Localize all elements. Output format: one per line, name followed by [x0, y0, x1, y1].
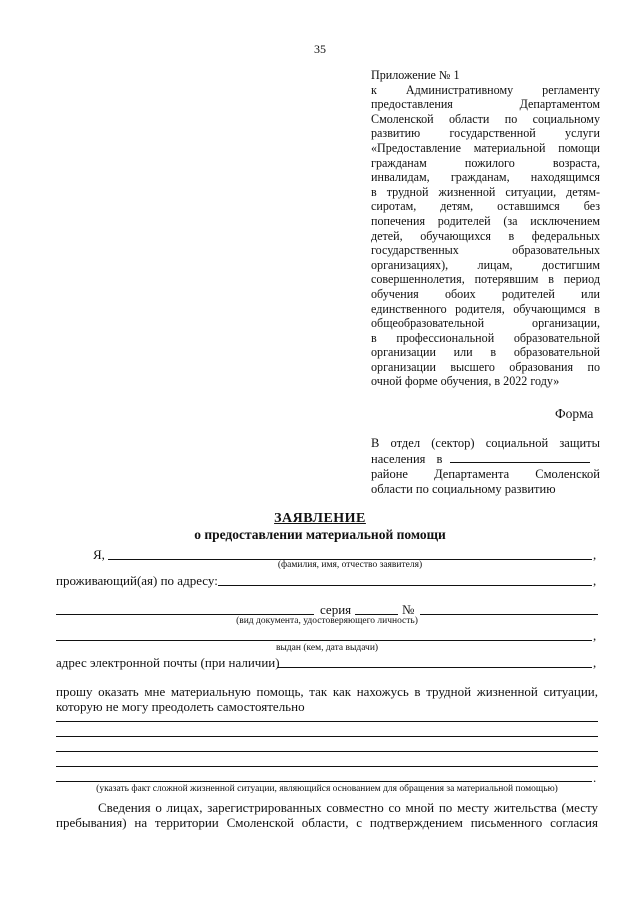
series-label: серия [320, 602, 352, 617]
request-text [56, 684, 598, 714]
appendix-line: организациях), лицам, достигшим [371, 257, 600, 272]
appendix-line: Приложение № 1 [371, 68, 460, 82]
request-line: которую не могу преодолеть самостоятельно [56, 699, 305, 714]
situation-input-line[interactable] [56, 736, 598, 737]
comma: , [593, 628, 597, 643]
situation-caption: (указать факт сложной жизненной ситуации, являющийся основанием для обращения за материальной помощью) [96, 784, 558, 794]
number-label: № [402, 602, 415, 617]
request-line: прошу оказать мне материальную помощь, так как нахожусь в трудной жизненной ситуации, [56, 684, 598, 699]
appendix-line: в трудной жизненной ситуации, детям- [371, 184, 600, 199]
appendix-line: организации высшего образования по [371, 359, 600, 374]
email-input[interactable] [277, 667, 592, 668]
comma: , [593, 573, 597, 588]
info-line: Сведения о лицах, зарегистрированных совместно со мной по месту жительства (месту [98, 800, 598, 815]
situation-input-line[interactable] [56, 781, 592, 782]
form-label: Форма [555, 406, 594, 421]
issued-caption: выдан (кем, дата выдачи) [275, 643, 379, 653]
info-line: пребывания) на территории Смоленской области, с подтверждением письменного согласия [56, 815, 598, 830]
appendix-header [371, 68, 600, 389]
addressee-line: районе Департамента Смоленской [371, 467, 600, 481]
situation-input-line[interactable] [56, 751, 598, 752]
email-label: адрес электронной почты (при наличии) [56, 655, 280, 670]
appendix-line: в профессиональной образовательной [371, 330, 600, 345]
appendix-line: организации или в образовательной [371, 345, 600, 360]
issued-input[interactable] [56, 640, 592, 641]
appendix-line: детей, обучающихся в федеральных [371, 228, 600, 243]
situation-input-line[interactable] [56, 766, 598, 767]
addressee-line [371, 451, 600, 467]
series-input[interactable] [355, 614, 398, 615]
appendix-line: Смоленской области по социальному [371, 111, 600, 126]
comma: , [593, 655, 597, 670]
appendix-line: развитию государственной услуги [371, 126, 600, 141]
address-label: проживающий(ая) по адресу: [56, 573, 218, 588]
page-number: 35 [314, 42, 326, 56]
appendix-line: очной форме обучения, в 2022 году» [371, 374, 560, 389]
appendix-line: совершеннолетия, потерявшим в период [371, 272, 600, 287]
address-input[interactable] [218, 585, 592, 586]
i-label: Я, [93, 547, 105, 562]
info-text [56, 800, 598, 830]
appendix-line: обучения обоих родителей или [371, 286, 600, 301]
document-type-input[interactable] [56, 614, 314, 615]
addressee-line: В отдел (сектор) социальной защиты [371, 436, 600, 450]
document-subtitle: о предоставлении материальной помощи [194, 527, 446, 542]
fio-caption: (фамилия, имя, отчество заявителя) [277, 560, 423, 570]
appendix-line: государственных образовательных [371, 243, 600, 258]
appendix-line: попечения родителей (за исключением [371, 213, 600, 228]
comma: , [593, 547, 597, 562]
addressee-block [371, 436, 600, 497]
appendix-line: инвалидам, гражданам, находящимся [371, 170, 600, 185]
number-input[interactable] [420, 614, 598, 615]
doc-caption: (вид документа, удостоверяющего личность) [236, 616, 418, 626]
document-title: ЗАЯВЛЕНИЕ [274, 511, 366, 526]
district-input[interactable] [450, 451, 590, 463]
appendix-line: «Предоставление материальной помощи [371, 140, 600, 155]
appendix-line: предоставления Департаментом [371, 97, 600, 112]
appendix-line: сиротам, детям, оставшимся без [371, 199, 600, 214]
situation-input-line[interactable] [56, 721, 598, 722]
addressee-line-text: населения в [371, 452, 443, 466]
appendix-line: к Административному регламенту [371, 82, 600, 97]
appendix-line: общеобразовательной организации, [371, 316, 600, 331]
appendix-line: гражданам пожилого возраста, [371, 155, 600, 170]
period: . [593, 770, 597, 785]
appendix-line: единственного родителя, обучающимся в [371, 301, 600, 316]
addressee-line: области по социальному развитию [371, 482, 556, 496]
